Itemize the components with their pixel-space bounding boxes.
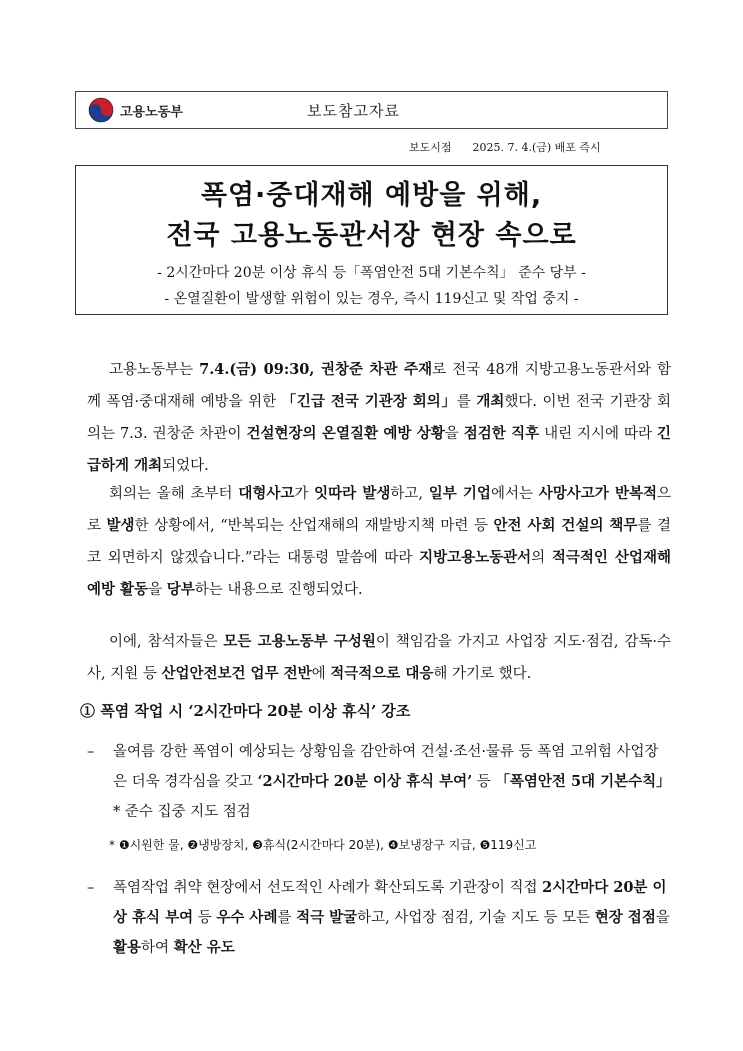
title-box xyxy=(75,165,668,315)
subheading-1: - 2시간마다 20분 이상 휴식 등「폭염안전 5대 기본수칙」 준수 당부 - xyxy=(157,265,586,281)
header-box xyxy=(75,91,668,129)
bullet-1: – 올여름 강한 폭염이 예상되는 상황임을 감안하여 건설·조선·물류 등 폭염 고위험 사업장은 더욱 경각심을 갖고 ‘2시간마다 20분 이상 휴식 부여’ 등 「폭염안전 5대 기본수칙」* 준수 집중 지도 점검 xyxy=(87,737,671,827)
footnote: * ❶시원한 물, ❷냉방장치, ❸휴식(2시간마다 20분), ❹보냉장구 지급, ❺119신고 xyxy=(109,838,537,852)
doc-type: 보도참고자료 xyxy=(307,102,400,120)
release-timing xyxy=(409,139,601,155)
headline-line-1: 폭염·중대재해 예방을 위해, xyxy=(200,180,543,211)
paragraph-1: 고용노동부는 7.4.(금) 09:30, 권창준 차관 주재로 전국 48개 지방고용노동관서와 함께 폭염·중대재해 예방을 위한 「긴급 전국 기관장 회의」를 개최했다. 이번 전국 기관장 회의는 7.3. 권창준 차관이 건설현장의 온열질환 예방 상황을 점검한 직후 내린 지시에 따라 긴급하게 개최되었다. xyxy=(87,361,671,474)
bullet-2: – 폭염작업 취약 현장에서 선도적인 사례가 확산되도록 기관장이 직접 2시간마다 20분 이상 휴식 부여 등 우수 사례를 적극 발굴하고, 사업장 점검, 기술 지도 등 모든 현장 접점을 활용하여 확산 유도 xyxy=(87,873,671,963)
section-heading-1: ① 폭염 작업 시 ‘2시간마다 20분 이상 휴식’ 강조 xyxy=(80,702,411,720)
subheading-2: - 온열질환이 발생할 위험이 있는 경우, 즉시 119신고 및 작업 중지 - xyxy=(164,291,579,307)
headline-line-2: 전국 고용노동관서장 현장 속으로 xyxy=(166,220,577,251)
taeguk-logo-icon xyxy=(88,97,114,123)
headline xyxy=(76,176,667,256)
dash-marker: – xyxy=(87,880,95,896)
release-value: 2025. 7. 4.(금) 배포 즉시 xyxy=(472,141,601,154)
dash-marker: – xyxy=(87,744,95,760)
paragraph-2: 회의는 올해 초부터 대형사고가 잇따라 발생하고, 일부 기업에서는 사망사고가 반복적으로 발생한 상황에서, “반복되는 산업재해의 재발방지책 마련 등 안전 사회 건설의 책무를 결코 외면하지 않겠습니다.”라는 대통령 말씀에 따라 지방고용노동관서의 적극적인 산업재해 예방 활동을 당부하는 내용으로 진행되었다. xyxy=(87,485,671,598)
ministry-name: 고용노동부 xyxy=(120,105,183,120)
paragraph-3: 이에, 참석자들은 모든 고용노동부 구성원이 책임감을 가지고 사업장 지도·점검, 감독·수사, 지원 등 산업안전보건 업무 전반에 적극적으로 대응해 가기로 했다. xyxy=(87,633,671,682)
release-label: 보도시점 xyxy=(409,141,452,154)
subheadings xyxy=(76,260,667,312)
